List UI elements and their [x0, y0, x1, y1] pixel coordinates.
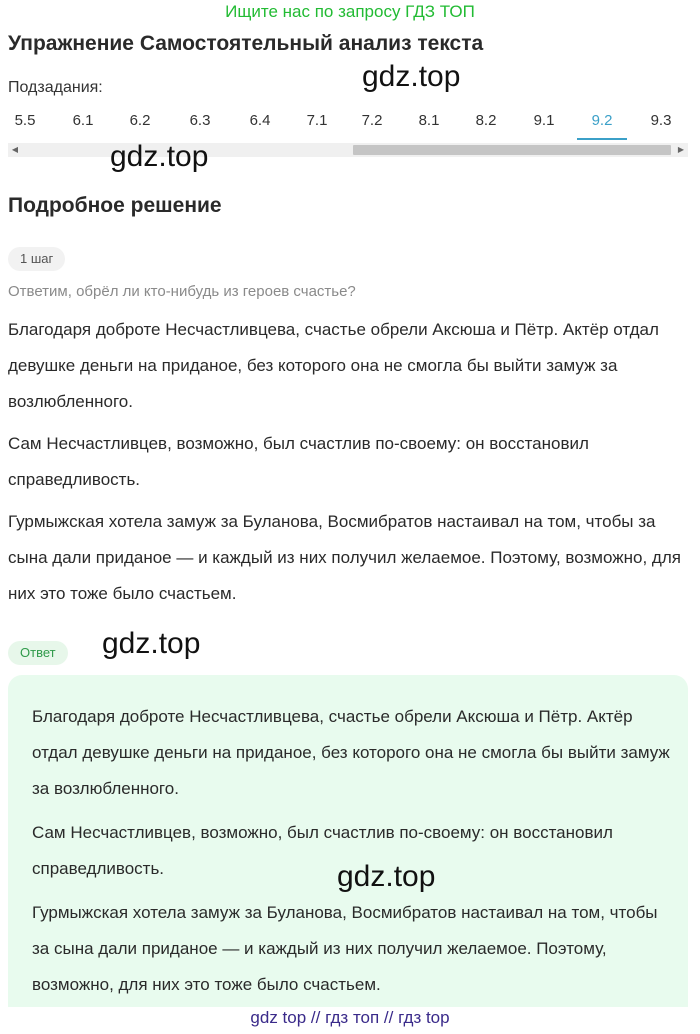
- watermark: gdz.top: [102, 627, 201, 660]
- tab-6-3[interactable]: 6.3: [189, 112, 211, 129]
- tab-7-1[interactable]: 7.1: [306, 112, 328, 129]
- step-badge: 1 шаг: [8, 247, 65, 271]
- scroll-left-icon[interactable]: ◀: [11, 145, 19, 154]
- watermark: gdz.top: [362, 60, 461, 93]
- solution-paragraph: Благодаря доброте Несчастливцева, счастье обрели Аксюша и Пётр. Актёр отдал девушке деньги на приданое, без которого она не смогла бы выйти замуж за возлюбленного.: [8, 320, 659, 411]
- tab-8-1[interactable]: 8.1: [418, 112, 440, 129]
- tab-5-5[interactable]: 5.5: [14, 112, 36, 129]
- tab-9-2[interactable]: 9.2: [577, 108, 627, 140]
- tab-9-3[interactable]: 9.3: [650, 112, 672, 129]
- search-banner: Ищите нас по запросу ГДЗ ТОП: [225, 2, 475, 21]
- answer-paragraph: Благодаря доброте Несчастливцева, счастье обрели Аксюша и Пётр. Актёр отдал девушке деньги на приданое, без которого она не смогла бы выйти замуж за возлюбленного.: [32, 707, 670, 798]
- step-question: Ответим, обрёл ли кто-нибудь из героев счастье?: [8, 283, 356, 300]
- answer-box: [8, 675, 688, 1007]
- solution-text: [8, 312, 688, 618]
- page-title: Упражнение Самостоятельный анализ текста: [8, 32, 484, 55]
- answer-paragraph: Сам Несчастливцев, возможно, был счастлив по-своему: он восстановил справедливость.: [32, 823, 613, 878]
- subtask-tabs: [8, 108, 688, 138]
- watermark: gdz.top: [110, 140, 209, 173]
- watermark: gdz.top: [337, 860, 436, 893]
- tab-6-2[interactable]: 6.2: [129, 112, 151, 129]
- answer-badge: Ответ: [8, 641, 68, 665]
- solution-paragraph: Сам Несчастливцев, возможно, был счастлив по-своему: он восстановил справедливость.: [8, 434, 589, 489]
- tab-8-2[interactable]: 8.2: [475, 112, 497, 129]
- tab-6-1[interactable]: 6.1: [72, 112, 94, 129]
- solution-paragraph: Гурмыжская хотела замуж за Буланова, Восмибратов настаивал на том, чтобы за сына дали приданое — и каждый из них получил желаемое. Поэтому, возможно, для них это тоже было счастьем.: [8, 512, 681, 603]
- answer-paragraph: Гурмыжская хотела замуж за Буланова, Восмибратов настаивал на том, чтобы за сына дали приданое — и каждый из них получил желаемое. Поэтому, возможно, для них это тоже было счастьем.: [32, 903, 658, 994]
- section-title: Подробное решение: [8, 194, 222, 217]
- tab-7-2[interactable]: 7.2: [361, 112, 383, 129]
- scroll-thumb[interactable]: [353, 145, 671, 155]
- answer-text: [32, 699, 672, 1011]
- tab-9-1[interactable]: 9.1: [533, 112, 555, 129]
- tab-6-4[interactable]: 6.4: [249, 112, 271, 129]
- subtasks-label: Подзадания:: [8, 79, 103, 96]
- scroll-right-icon[interactable]: ▶: [677, 145, 685, 154]
- footer-links[interactable]: gdz top // гдз топ // гдз top: [250, 1008, 450, 1027]
